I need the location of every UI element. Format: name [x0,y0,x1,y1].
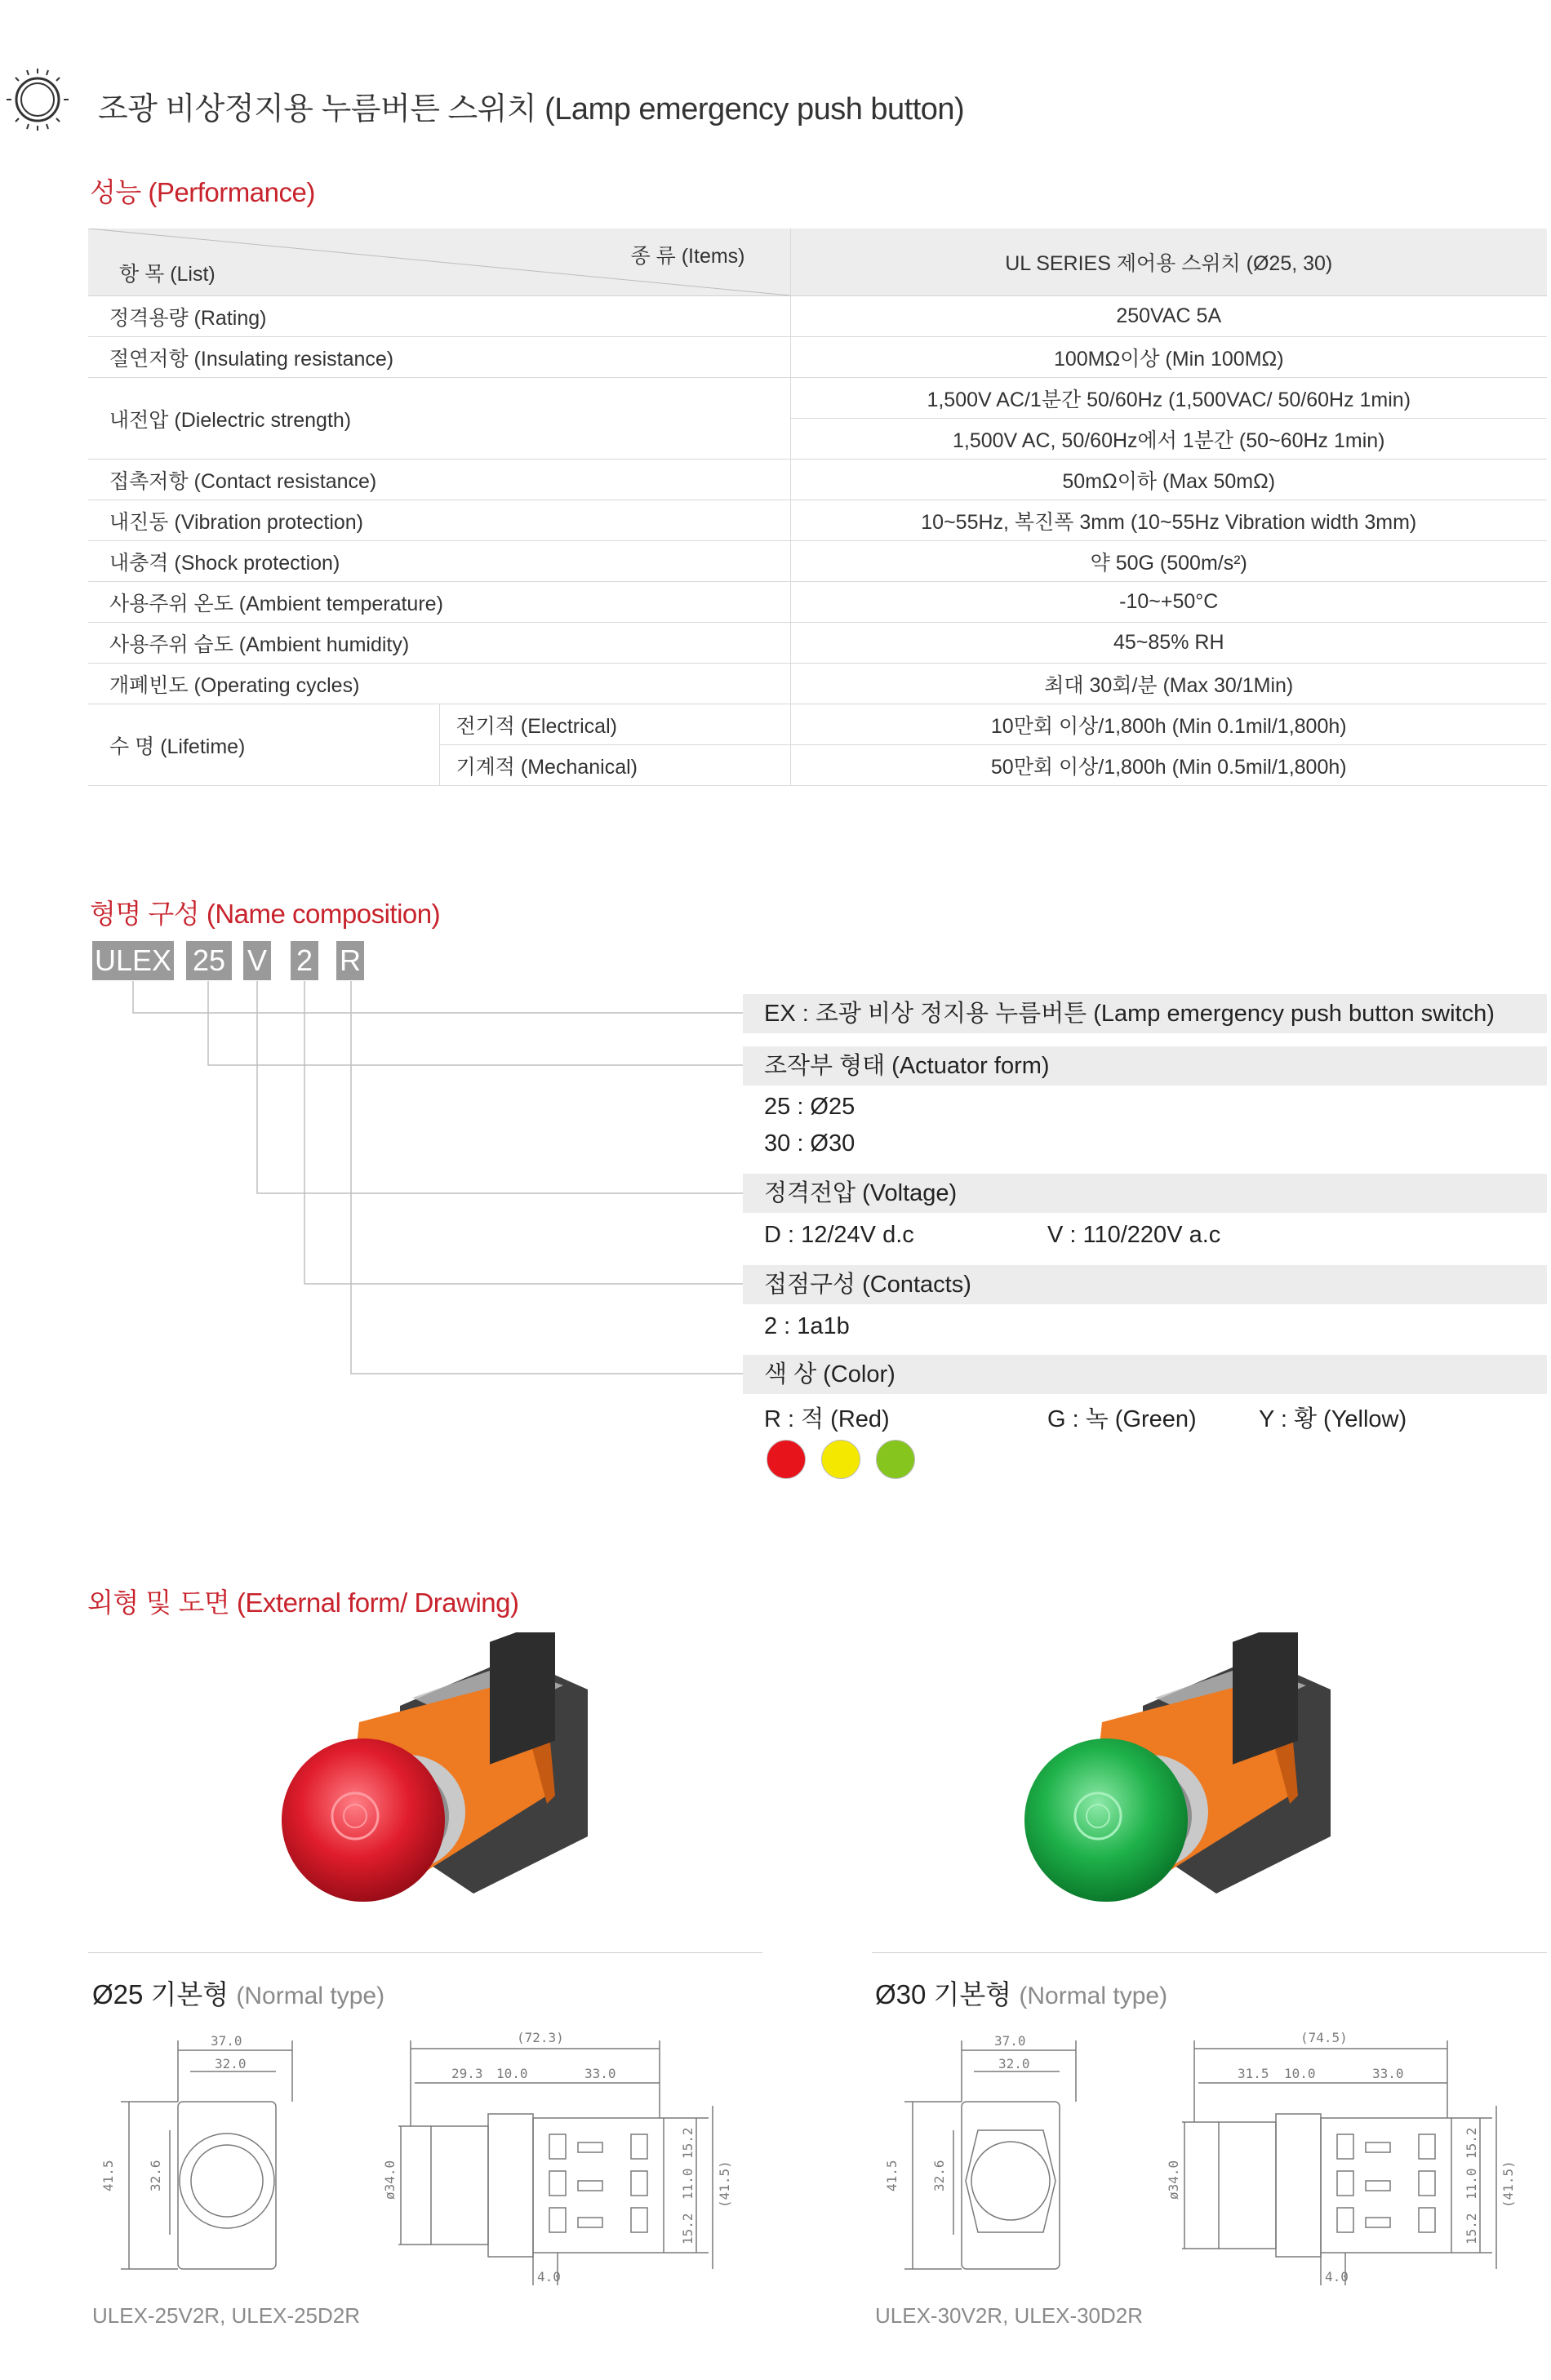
dim-b: 10.0 [1284,2066,1316,2081]
header-list: 항 목 (List) [119,263,216,286]
actuator-30: 30 : Ø30 [764,1130,855,1157]
dim-dia: ø34.0 [382,2160,398,2200]
technical-drawing-right [872,2024,1541,2293]
dim-bottom: 4.0 [1325,2269,1349,2285]
row-label: 정격용량 (Rating) [88,296,790,337]
voltage-d: D : 12/24V d.c [764,1222,914,1248]
color-dot-red [767,1440,806,1479]
dim-h-outer: 41.5 [884,2160,900,2191]
actuator-25: 25 : Ø25 [764,1094,855,1120]
table-row [88,337,1547,378]
performance-heading: 성능 (Performance) [90,177,315,207]
code-color: R [336,941,364,980]
dim-b: 10.0 [496,2066,528,2081]
code-voltage: V [243,941,271,980]
dim-r1: 15.2 [1464,2127,1479,2159]
row-value: 10~55Hz, 복진폭 3mm (10~55Hz Vibration width 3mm) [790,500,1547,541]
row-value: 250VAC 5A [790,296,1547,337]
dim-r1: 15.2 [680,2127,696,2159]
color-green: G : 녹 (Green) [1047,1406,1197,1432]
dim-c: 33.0 [584,2066,616,2081]
color-yellow: Y : 황 (Yellow) [1259,1406,1407,1432]
red-button-product-image [269,1632,596,1934]
dim-r3: 15.2 [1464,2213,1479,2245]
table-row [88,500,1547,541]
dim-dia: ø34.0 [1166,2160,1181,2200]
dim-r2: 11.0 [1464,2168,1479,2200]
voltage-v: V : 110/220V a.c [1047,1222,1221,1248]
row-label: 내전압 (Dielectric strength) [88,378,790,460]
row-label: 사용주위 습도 (Ambient humidity) [88,623,790,664]
dim-r4: (41.5) [1500,2160,1516,2208]
table-header-row [88,229,1547,296]
row-value: 50mΩ이하 (Max 50mΩ) [790,460,1547,500]
table-row [88,378,1547,419]
electrical-value: 10만회 이상/1,800h (Min 0.1mil/1,800h) [790,704,1547,745]
dim-r4: (41.5) [717,2160,732,2208]
dim-r2: 11.0 [680,2168,696,2200]
row-value: 45~85% RH [790,623,1547,664]
actuator-bar: 조작부 형태 (Actuator form) [743,1046,1547,1086]
header-items: 종 류 (Items) [630,245,745,268]
contacts-value: 2 : 1a1b [764,1313,850,1339]
contacts-bar: 접점구성 (Contacts) [743,1265,1547,1304]
dim-a: 31.5 [1238,2066,1269,2081]
technical-drawing-left [88,2024,758,2293]
table-row [88,541,1547,582]
divider-right [872,1952,1547,1953]
composition-connector-lines [0,979,751,1379]
performance-table [88,229,1547,786]
table-row [88,582,1547,623]
row-value: 1,500V AC/1분간 50/60Hz (1,500VAC/ 50/60Hz 1min) [790,378,1547,419]
code-size: 25 [186,941,232,980]
dim-bottom: 4.0 [537,2269,561,2285]
ex-bar: EX : 조광 비상 정지용 누름버튼 (Lamp emergency push button switch) [743,994,1547,1033]
table-row [88,704,1547,745]
row-value: 약 50G (500m/s²) [790,541,1547,582]
row-label: 사용주위 온도 (Ambient temperature) [88,582,790,623]
dim-total: (74.5) [1300,2030,1348,2045]
dim-r3: 15.2 [680,2213,696,2245]
color-dot-yellow [821,1440,860,1479]
dim-c: 33.0 [1372,2066,1404,2081]
table-row [88,460,1547,500]
table-row [88,296,1547,337]
dim-total: (72.3) [517,2030,564,2045]
dim-w-inner: 32.0 [215,2056,247,2071]
caption-left-en: (Normal type) [236,1983,385,2009]
mechanical-label: 기계적 (Mechanical) [439,745,790,786]
caption-left-ko: Ø25 기본형 [92,1979,229,2009]
mechanical-value: 50만회 이상/1,800h (Min 0.5mil/1,800h) [790,745,1547,786]
caption-right-ko: Ø30 기본형 [875,1979,1012,2009]
green-button-product-image [1012,1632,1339,1934]
lamp-icon [0,60,78,139]
header-series: UL SERIES 제어용 스위치 (Ø25, 30) [790,229,1547,296]
divider-left [88,1952,762,1953]
caption-right [875,1974,1167,2012]
composition-heading: 형명 구성 (Name composition) [90,899,441,929]
color-red: R : 적 (Red) [764,1406,890,1432]
table-row [88,623,1547,664]
drawing-heading: 외형 및 도면 (External form/ Drawing) [87,1587,519,1618]
code-ulex: ULEX [92,941,174,980]
electrical-label: 전기적 (Electrical) [439,704,790,745]
row-value: 1,500V AC, 50/60Hz에서 1분간 (50~60Hz 1min) [790,419,1547,460]
row-label: 내충격 (Shock protection) [88,541,790,582]
lifetime-label: 수 명 (Lifetime) [88,704,439,786]
dim-w-outer: 37.0 [211,2033,242,2049]
dim-h-inner: 32.6 [931,2160,947,2191]
row-value: 100MΩ이상 (Min 100MΩ) [790,337,1547,378]
model-left: ULEX-25V2R, ULEX-25D2R [92,2303,361,2328]
dim-w-outer: 37.0 [994,2033,1026,2049]
row-value: 최대 30회/분 (Max 30/1Min) [790,664,1547,704]
model-right: ULEX-30V2R, ULEX-30D2R [875,2303,1144,2328]
row-label: 절연저항 (Insulating resistance) [88,337,790,378]
row-value: -10~+50°C [790,582,1547,623]
dim-h-inner: 32.6 [148,2160,163,2191]
code-contacts: 2 [291,941,318,980]
row-label: 접촉저항 (Contact resistance) [88,460,790,500]
row-label: 개폐빈도 (Operating cycles) [88,664,790,704]
page-title: 조광 비상정지용 누름버튼 스위치 (Lamp emergency push button) [98,92,965,127]
color-dot-green [876,1440,915,1479]
table-row [88,664,1547,704]
color-bar: 색 상 (Color) [743,1355,1547,1394]
dim-w-inner: 32.0 [998,2056,1030,2071]
caption-left [92,1974,384,2012]
voltage-bar: 정격전압 (Voltage) [743,1174,1547,1213]
dim-h-outer: 41.5 [100,2160,116,2191]
dim-a: 29.3 [451,2066,483,2081]
caption-right-en: (Normal type) [1019,1983,1168,2009]
row-label: 내진동 (Vibration protection) [88,500,790,541]
